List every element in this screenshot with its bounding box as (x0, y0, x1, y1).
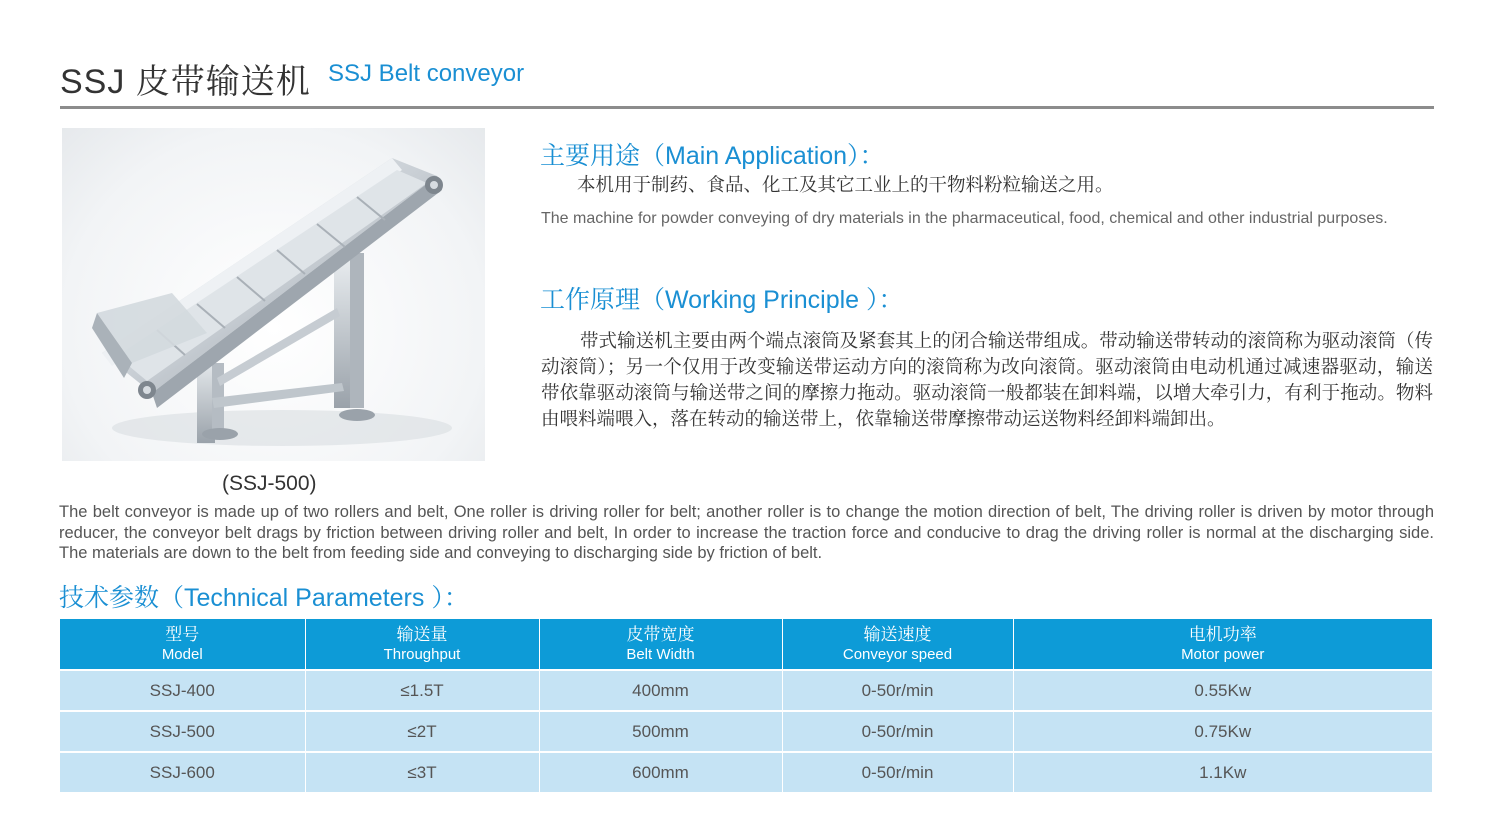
column-header-cn: 电机功率 (1188, 624, 1257, 644)
table-row (60, 752, 1432, 792)
product-photo (62, 128, 485, 461)
table-cell: SSJ-400 (60, 670, 305, 711)
page-header (60, 50, 1434, 100)
table-cell: 500mm (539, 711, 782, 752)
table-cell: 1.1Kw (1013, 752, 1432, 792)
column-header-cn: 输送速度 (863, 624, 932, 644)
table-cell: 600mm (539, 752, 782, 792)
table-cell: 0-50r/min (782, 670, 1013, 711)
column-header-en: Motor power (1181, 645, 1265, 663)
table-header-row (60, 619, 1432, 670)
working-principle-text-en: The belt conveyor is made up of two rollers and belt, One roller is driving roller for belt; another roller is to change the motion direction of belt, The driving roller is driven by motor through reducer, the conveyor belt drags by friction between driving roller and belt, In order to increase the traction force and conducive to drag the driving roller is normal at the discharging side. The materials are down to the belt from feeding side and conveying to discharging side by friction of belt. (59, 503, 1434, 562)
column-header-belt-width (539, 619, 782, 670)
application-text-cn: 本机用于制药、食品、化工及其它工业上的干物料粉粒输送之用。 (577, 174, 1114, 195)
table-cell: ≤3T (305, 752, 539, 792)
table-cell: 400mm (539, 670, 782, 711)
column-header-en: Belt Width (626, 645, 695, 663)
table-cell: 0.75Kw (1013, 711, 1432, 752)
column-header-en: Model (161, 645, 203, 663)
table-row (60, 670, 1432, 711)
column-header-cn: 输送量 (396, 624, 448, 644)
working-principle-heading: 工作原理（Working Principle ）： (540, 286, 904, 314)
column-header-cn: 皮带宽度 (626, 624, 695, 644)
column-header-conveyor-speed (782, 619, 1013, 670)
column-header-model (60, 619, 305, 670)
technical-parameters-heading: 技术参数（Technical Parameters ）： (59, 584, 469, 612)
table-cell: 0-50r/min (782, 711, 1013, 752)
column-header-en: Conveyor speed (842, 645, 953, 663)
table-cell: SSJ-600 (60, 752, 305, 792)
photo-caption: (SSJ-500) (222, 472, 317, 495)
column-header-throughput (305, 619, 539, 670)
column-header-cn: 型号 (165, 624, 200, 644)
page-title: SSJ 皮带输送机 (60, 63, 311, 101)
column-header-motor-power (1013, 619, 1432, 670)
column-header-en: Throughput (383, 645, 461, 663)
application-text-en: The machine for powder conveying of dry materials in the pharmaceutical, food, chemical and other industrial purposes. (541, 210, 1388, 227)
title-divider (60, 106, 1434, 109)
belt-conveyor-illustration (62, 128, 485, 461)
table-cell: SSJ-500 (60, 711, 305, 752)
table-cell: 0.55Kw (1013, 670, 1432, 711)
page-subtitle: SSJ Belt conveyor (328, 60, 525, 87)
table-row (60, 711, 1432, 752)
parameters-table (60, 619, 1432, 792)
table-cell: 0-50r/min (782, 752, 1013, 792)
working-principle-text-cn: 带式输送机主要由两个端点滚筒及紧套其上的闭合输送带组成。带动输送带转动的滚筒称为驱动滚筒（传动滚筒）；另一个仅用于改变输送带运动方向的滚筒称为改向滚筒。驱动滚筒由电动机通过减速器驱动，输送带依靠驱动滚筒与输送带之间的摩擦力拖动。驱动滚筒一般都装在卸料端，以增大牵引力，有利于拖动。物料由喂料端喂入，落在转动的输送带上，依靠输送带摩擦带动运送物料经卸料端卸出。 (541, 330, 1433, 429)
table-cell: ≤1.5T (305, 670, 539, 711)
application-heading: 主要用途（Main Application）： (540, 142, 885, 170)
table-cell: ≤2T (305, 711, 539, 752)
